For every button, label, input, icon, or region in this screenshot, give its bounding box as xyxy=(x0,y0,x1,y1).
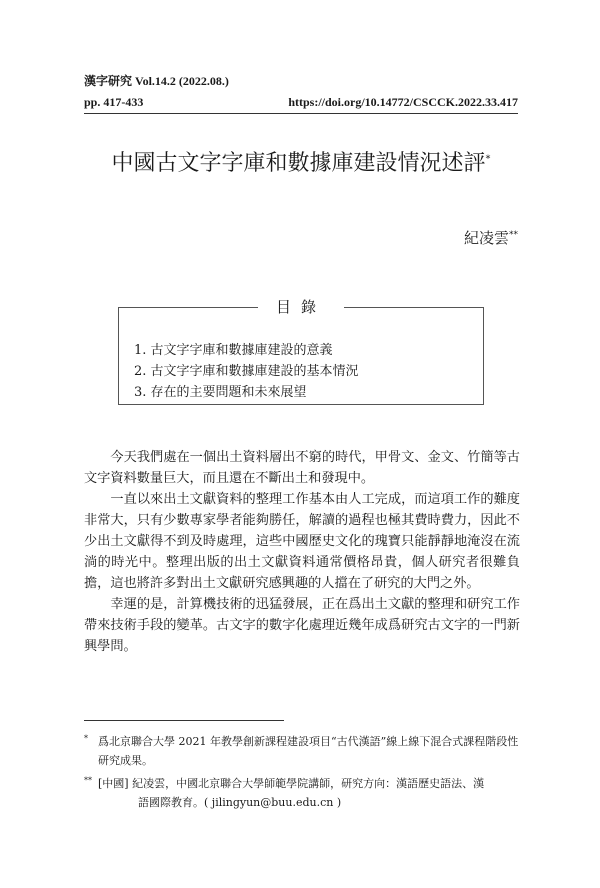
page-range: pp. 417-433 xyxy=(84,95,144,109)
header-meta xyxy=(84,94,518,110)
footnote xyxy=(84,732,520,770)
toc-item: 3. 存在的主要問題和未來展望 xyxy=(134,385,307,400)
author-name xyxy=(464,228,518,248)
doi-link[interactable]: https://doi.org/10.14772/CSCCK.2022.33.417 xyxy=(288,95,518,109)
toc-list xyxy=(134,340,359,403)
journal-info: 漢字研究 Vol.14.2 (2022.08.) xyxy=(84,74,229,88)
header-divider xyxy=(84,113,518,114)
footnote-text: [中國] 紀凌雲，中國北京聯合大學師範學院講師，研究方向：漢語歷史語法、漢 xyxy=(98,777,485,790)
title-text: 中國古文字字庫和數據庫建設情況述評 xyxy=(111,151,486,176)
body-text xyxy=(84,447,520,657)
body-paragraph: 幸運的是，計算機技術的迅猛發展，正在爲出土文獻的整理和研究工作帶來技術手段的變革。古文字的數字化處理近幾年成爲研究古文字的一門新興學問。 xyxy=(84,597,520,654)
footnote-divider xyxy=(84,720,284,721)
author-footnote-mark: ** xyxy=(509,230,518,240)
footnotes xyxy=(84,732,520,816)
body-paragraph: 一直以來出土文獻資料的整理工作基本由人工完成，而這項工作的難度非常大，只有少數專家學者能夠勝任，解讀的過程也極其費時費力，因此不少出土文獻得不到及時處理，這些中國歷史文化的瑰寶只能靜靜地淹沒在流淌的時光中。整理出版的出土文獻資料通常價格昂貴，個人研究者很難負擔，這也將許多對出土文獻研究感興趣的人擋在了研究的大門之外。 xyxy=(84,492,520,591)
footnote xyxy=(84,774,520,812)
title-footnote-mark: * xyxy=(485,153,491,165)
footnote-mark: * xyxy=(84,734,88,743)
article-title xyxy=(84,148,518,180)
author-text: 紀凌雲 xyxy=(463,229,509,247)
footnote-text: 爲北京聯合大學 2021 年教學創新課程建設項目“古代漢語”線上線下混合式課程階段性研究成果。 xyxy=(98,735,519,767)
footnote-mark: ** xyxy=(84,776,92,785)
toc-item: 1. 古文字字庫和數據庫建設的意義 xyxy=(134,343,333,358)
body-paragraph: 今天我們處在一個出土資料層出不窮的時代，甲骨文、金文、竹簡等古文字資料數量巨大，而且還在不斷出土和發現中。 xyxy=(84,450,520,486)
toc-item: 2. 古文字字庫和數據庫建設的基本情況 xyxy=(134,364,359,379)
toc-heading: 目錄 xyxy=(258,297,344,317)
footnote-continuation: 語國際教育。( jilingyun@buu.edu.cn ) xyxy=(138,796,342,809)
